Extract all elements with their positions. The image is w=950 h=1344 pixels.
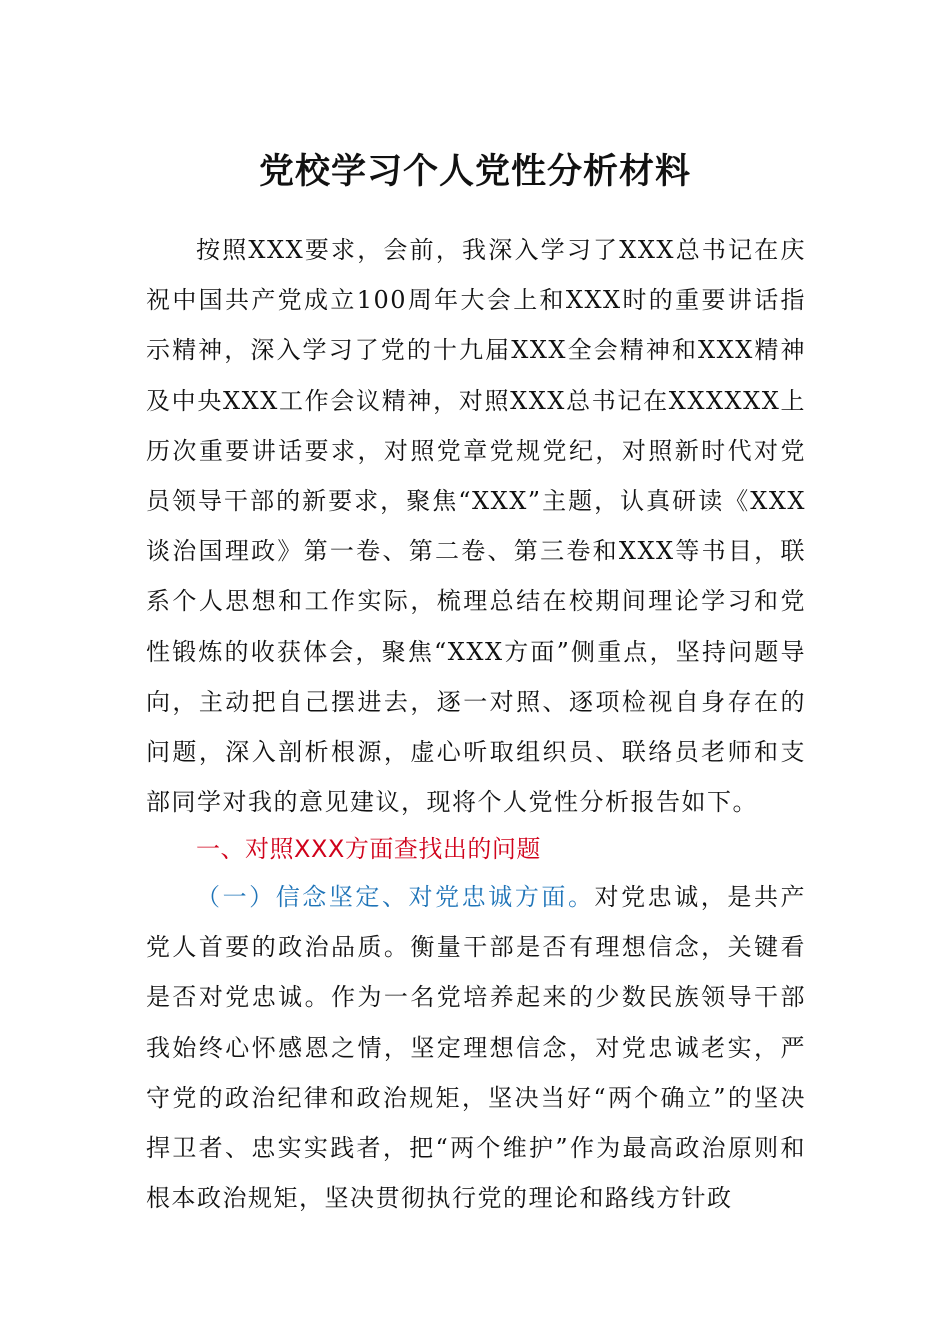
subsection-paragraph (146, 872, 806, 1223)
document-title: 党校学习个人党性分析材料 (258, 151, 691, 192)
intro-paragraph: 按照XXX要求，会前，我深入学习了XXX总书记在庆祝中国共产党成立100周年大会上和XXX时的重要讲话指示精神，深入学习了党的十九届XXX全会精神和XXX精神及中央XXX工作会议精神，对照XXX总书记在XXXXXX上历次重要讲话要求，对照党章党规党纪，对照新时代对党员领导干部的新要求，聚焦“XXX”主题，认真研读《XXX谈治国理政》第一卷、第二卷、第三卷和XXX等书目，联系个人思想和工作实际，梳理总结在校期间理论学习和党性锻炼的收获体会，聚焦“XXX方面”侧重点，坚持问题导向，主动把自己摆进去，逐一对照、逐项检视自身存在的问题，深入剖析根源，虚心听取组织员、联络员老师和支部同学对我的意见建议，现将个人党性分析报告如下。 (146, 236, 806, 817)
subsection-text: 对党忠诚，是共产党人首要的政治品质。衡量干部是否有理想信念，关键看是否对党忠诚。作为一名党培养起来的少数民族领导干部我始终心怀感恩之情，坚定理想信念，对党忠诚老实，严守党的政治纪律和政治规矩，坚决当好“两个确立”的坚决捍卫者、忠实实践者，把“两个维护”作为最高政治原则和根本政治规矩，坚决贯彻执行党的理论和路线方针政 (146, 883, 807, 1213)
subsection-heading: （一）信念坚定、对党忠诚方面。 (196, 883, 595, 911)
section-heading: 一、对照XXX方面查找出的问题 (196, 835, 541, 863)
